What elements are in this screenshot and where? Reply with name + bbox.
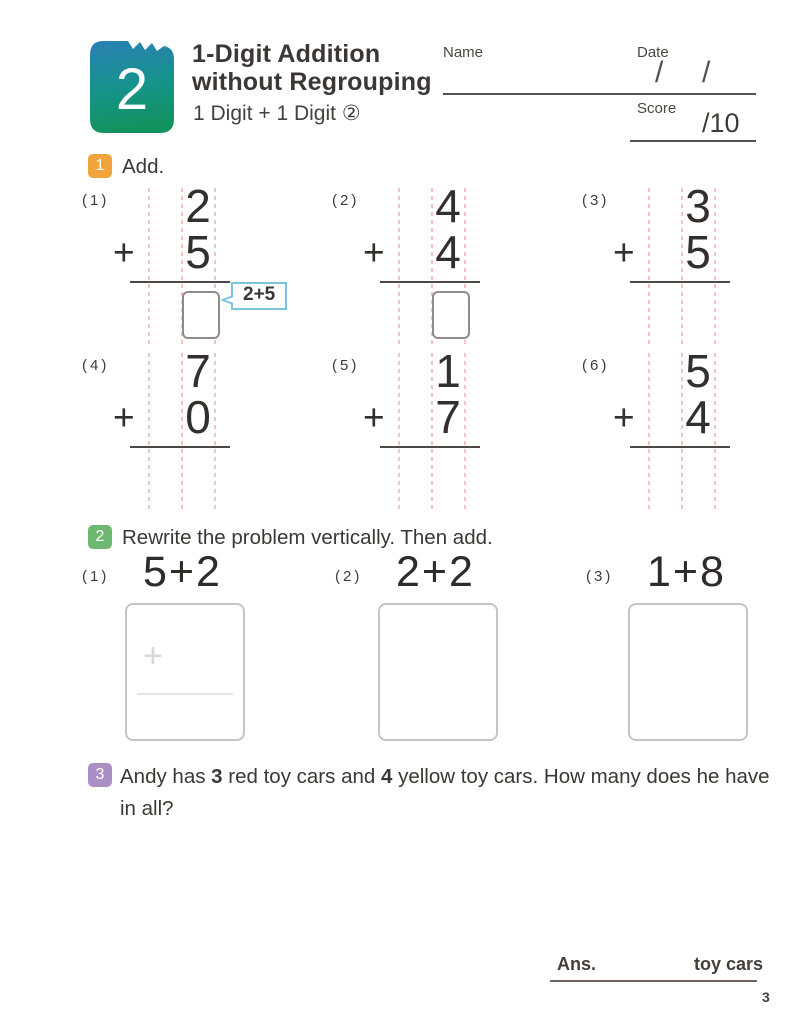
date-label: Date (637, 44, 669, 61)
word-part: yellow toy cars. How many does he have in all? (120, 765, 770, 820)
addend-bottom: 5 (685, 226, 711, 278)
section2-instruction: Rewrite the problem vertically. Then add. (122, 526, 493, 549)
expression: 1+8 (647, 548, 726, 596)
section3-badge: 3 (88, 763, 112, 787)
addend-bottom: 7 (435, 391, 461, 443)
column-guide (148, 353, 150, 511)
work-box-3[interactable] (628, 603, 748, 741)
column-guide (648, 188, 650, 346)
addend-top: 5 (685, 345, 711, 397)
rewrite-problem-1 (80, 548, 330, 606)
problem-label: (3) (586, 568, 614, 585)
problem-6 (580, 345, 800, 511)
problem-label: (5) (332, 357, 360, 374)
problem-label: (2) (332, 192, 360, 209)
page-subtitle: 1 Digit + 1 Digit ② (193, 102, 361, 125)
work-box-1[interactable] (125, 603, 245, 741)
page-number: 3 (762, 989, 770, 1005)
score-line[interactable] (630, 140, 756, 142)
date-slash-2: / (702, 56, 711, 89)
hint-plus-sign: + (143, 637, 163, 675)
date-slash-1: / (655, 56, 664, 89)
title-line2: without Regrouping (192, 68, 432, 96)
addend-bottom: 0 (185, 391, 211, 443)
word-part: Andy has (120, 765, 212, 788)
answer-box[interactable] (432, 291, 470, 339)
plus-sign: + (613, 232, 635, 273)
column-guide (398, 188, 400, 346)
problem-2 (330, 180, 580, 346)
problem-label: (2) (335, 568, 363, 585)
score-label: Score (637, 100, 677, 117)
plus-sign: + (613, 397, 635, 438)
expression: 2+2 (396, 548, 475, 596)
problem-5 (330, 345, 580, 511)
answer-line[interactable] (550, 980, 757, 982)
addend-top: 4 (435, 180, 461, 232)
sum-line (630, 281, 730, 283)
name-date-line[interactable] (443, 93, 756, 95)
expression: 5+2 (143, 548, 222, 596)
plus-sign: + (113, 232, 135, 273)
problem-label: (6) (582, 357, 610, 374)
problem-3 (580, 180, 800, 346)
title-line1: 1-Digit Addition (192, 40, 381, 68)
problem-label: (3) (582, 192, 610, 209)
plus-sign: + (363, 397, 385, 438)
addend-top: 1 (435, 345, 461, 397)
problem-4 (80, 345, 330, 511)
addend-bottom: 4 (435, 226, 461, 278)
sum-line (630, 446, 730, 448)
sum-line (130, 446, 230, 448)
section2-badge: 2 (88, 525, 112, 549)
hint-callout: 2+5 (231, 282, 287, 310)
sum-line (130, 281, 230, 283)
problem-label: (4) (82, 357, 110, 374)
lesson-number: 2 (115, 57, 149, 122)
plus-sign: + (113, 397, 135, 438)
rewrite-problem-2 (333, 548, 583, 606)
sum-line (380, 281, 480, 283)
addend-top: 2 (185, 180, 211, 232)
column-guide (648, 353, 650, 511)
rewrite-problem-3 (584, 548, 800, 606)
word-number: 4 (380, 765, 393, 788)
page-title (192, 40, 432, 96)
word-problem-text (120, 761, 782, 825)
word-part: red toy cars and (222, 765, 381, 788)
answer-unit: toy cars (694, 954, 764, 974)
hint-sum-line (137, 693, 233, 695)
answer-box[interactable] (182, 291, 220, 339)
answer-label: Ans. (557, 954, 597, 974)
sum-line (380, 446, 480, 448)
problem-label: (1) (82, 568, 110, 585)
name-label: Name (443, 44, 484, 61)
column-guide (398, 353, 400, 511)
plus-sign: + (363, 232, 385, 273)
section1-badge: 1 (88, 154, 112, 178)
section1-instruction: Add. (122, 155, 165, 178)
problem-1 (80, 180, 330, 346)
addend-bottom: 5 (185, 226, 211, 278)
lesson-badge (88, 38, 176, 135)
word-number: 3 (211, 765, 223, 788)
addend-top: 3 (685, 180, 711, 232)
work-box-2[interactable] (378, 603, 498, 741)
problem-label: (1) (82, 192, 110, 209)
addend-top: 7 (185, 345, 211, 397)
column-guide (148, 188, 150, 346)
addend-bottom: 4 (685, 391, 711, 443)
score-value: /10 (702, 108, 740, 138)
